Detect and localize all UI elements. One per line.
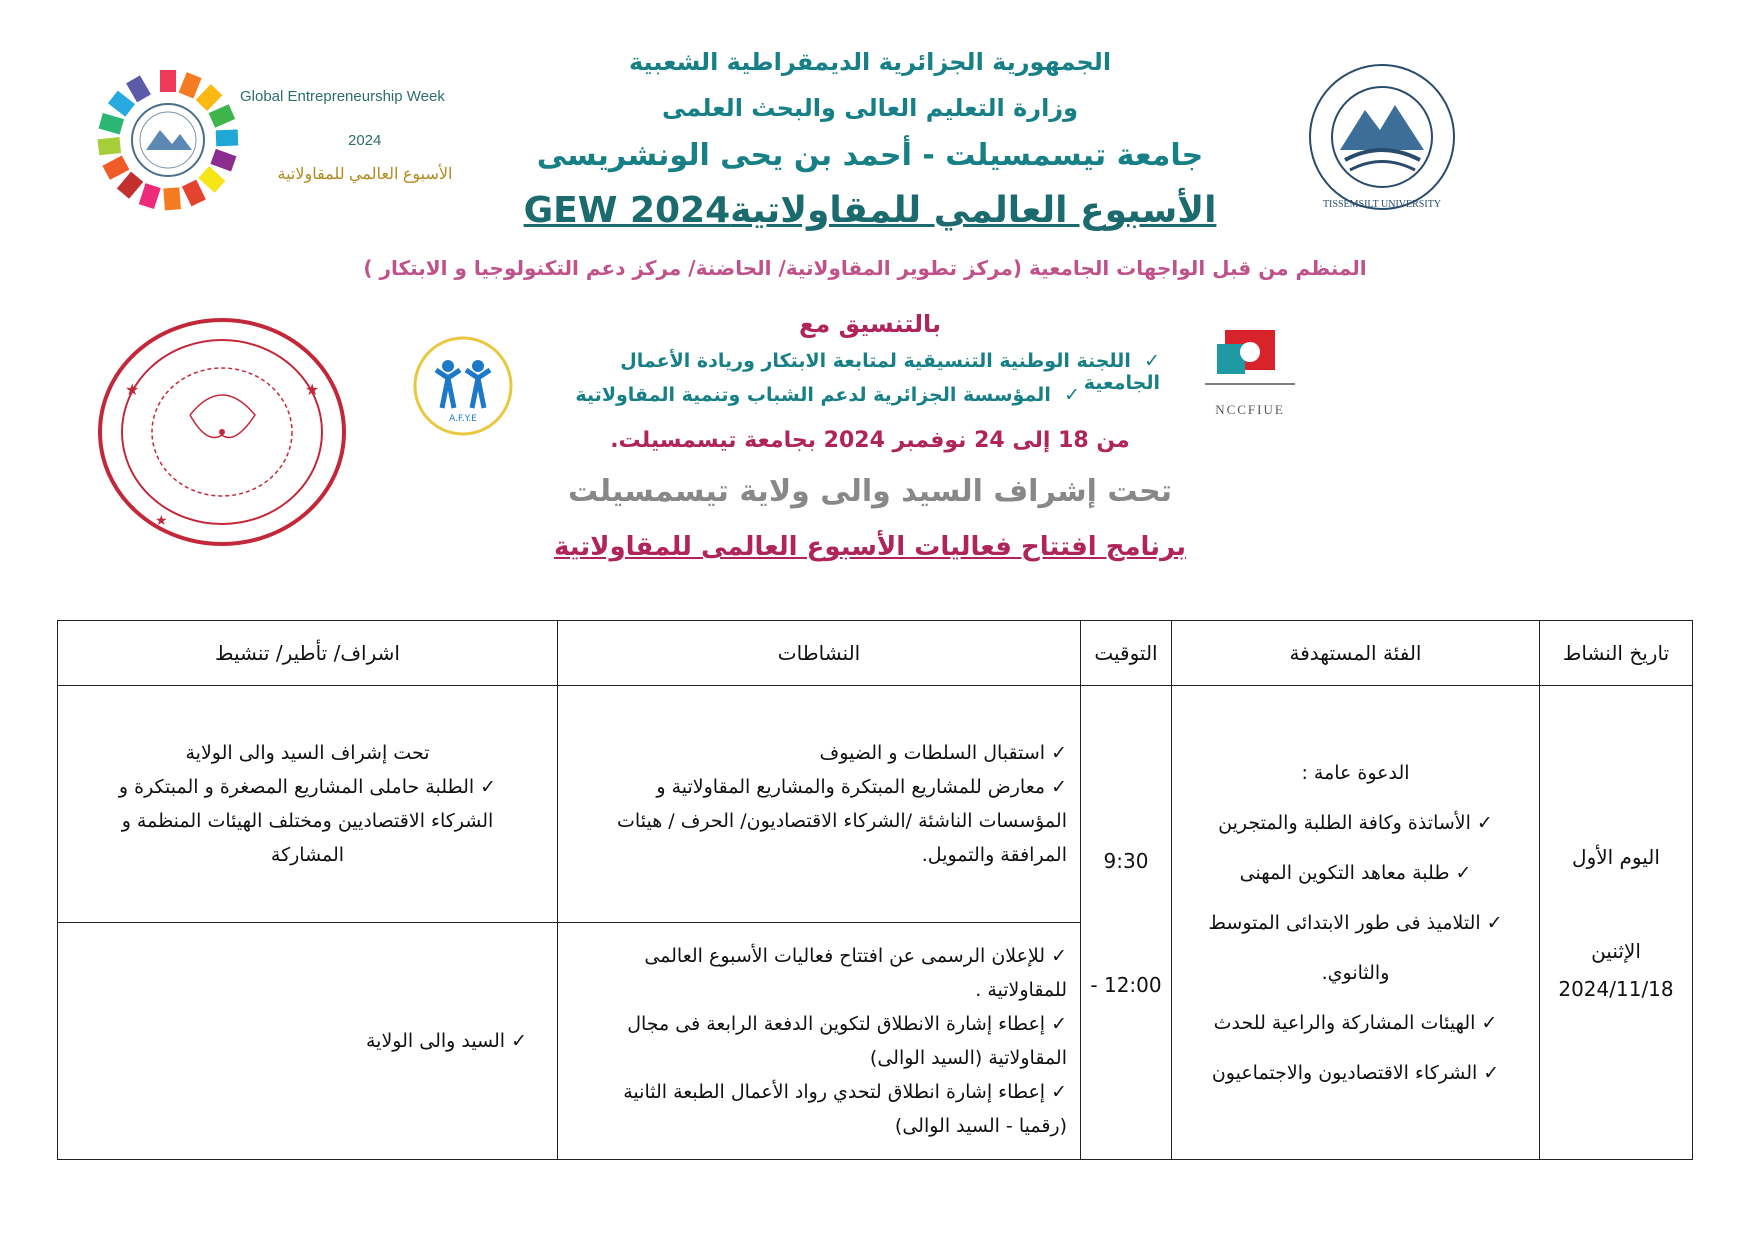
check-icon: ✓	[1050, 384, 1080, 406]
audience-cell	[1172, 686, 1540, 1160]
svg-text:TISSEMSILT UNIVERSITY: TISSEMSILT UNIVERSITY	[1322, 199, 1442, 210]
official-stamp	[95, 315, 350, 550]
gew-year: 2024	[348, 132, 382, 149]
date-value: 2024/11/18	[1558, 976, 1674, 1001]
program-table	[57, 620, 1693, 1160]
audience-intro: الدعوة عامة :	[1301, 761, 1410, 784]
activities-cell-1	[558, 686, 1081, 923]
header-target-audience: الفئة المستهدفة	[1172, 621, 1540, 686]
gew-arabic-title: الأسبوع العالمي للمقاولاتية	[277, 166, 453, 183]
header-time: التوقيت	[1081, 621, 1172, 686]
event-dates: من 18 إلى 24 نوفمبر 2024 بجامعة تيسمسيلت.	[610, 428, 1130, 453]
activity-item: ✓ إعطاء إشارة انطلاق لتحدي رواد الأعمال الطبعة الثانية (رقميا - السيد الوالى)	[599, 1075, 1067, 1143]
supervision-item: ✓ الطلبة حاملى المشاريع المصغرة و المبتكرة و الشركاء الاقتصاديين ومختلف الهيئات المنظمة و المشاركة	[59, 770, 556, 872]
day-label: اليوم الأول	[1572, 844, 1660, 869]
stamp-seal-icon	[95, 315, 350, 550]
header-supervision: اشراف/ تأطير/ تنشيط	[58, 621, 558, 686]
header-ministry: وزارة التعليم العالى والبحث العلمى	[661, 94, 1079, 122]
activities-cell-2	[558, 923, 1081, 1160]
gew-ring-icon	[90, 60, 260, 220]
activity-item: ✓ إعطاء إشارة الانطلاق لتكوين الدفعة الرابعة فى مجال المقاولاتية (السيد الوالى)	[599, 1007, 1067, 1075]
header-activities: النشاطات	[558, 621, 1081, 686]
time-cell	[1081, 686, 1172, 1160]
start-time: 9:30	[1103, 848, 1149, 873]
afye-logo	[408, 336, 518, 436]
program-title: برنامج افتتاح فعاليات الأسبوع العالمى للمقاولاتية	[553, 532, 1187, 562]
supervision-cell-1	[58, 686, 558, 923]
partner-item: ✓ اللجنة الوطنية التنسيقية لمتابعة الابتكار وريادة الأعمال الجامعية	[620, 350, 1160, 394]
audience-item: ✓ الهيئات المشاركة والراعية للحدث	[1173, 998, 1538, 1048]
header-activity-date: تاريخ النشاط	[1540, 621, 1693, 686]
nccfiue-emblem-icon	[1195, 322, 1305, 400]
partner-item: ✓ المؤسسة الجزائرية لدعم الشباب وتنمية المقاولاتية	[575, 384, 1080, 406]
gew-english-title: Global Entrepreneurship Week	[240, 88, 445, 105]
university-emblem-icon	[1300, 55, 1465, 220]
activity-item: ✓ استقبال السلطات و الضيوف	[599, 736, 1067, 770]
weekday-label: الإثنين	[1591, 938, 1641, 963]
event-title: الأسبوع العالمي للمقاولاتيةGEW 2024	[523, 190, 1217, 231]
audience-item: ✓ الشركاء الاقتصاديون والاجتماعيون	[1173, 1048, 1538, 1098]
supervision-cell-2	[58, 923, 558, 1160]
svg-text:★: ★	[305, 380, 320, 399]
patronage-line: تحت إشراف السيد والى ولاية تيسمسيلت	[567, 474, 1172, 509]
activity-item: ✓ معارض للمشاريع المبتكرة والمشاريع المقاولاتية و المؤسسات الناشئة /الشركاء الاقتصاديون/ الحرف / هيئات المرافقة والتمويل.	[599, 770, 1067, 872]
check-icon: ✓	[1130, 350, 1160, 372]
svg-text:★: ★	[125, 380, 140, 399]
table-row	[58, 686, 1693, 923]
end-time: 12:00 -	[1090, 972, 1162, 997]
coordination-label: بالتنسيق مع	[798, 310, 942, 338]
nccfiue-label: NCCFIUE	[1215, 402, 1285, 417]
supervision-title: تحت إشراف السيد والى الولاية	[185, 742, 430, 764]
table-header-row	[58, 621, 1693, 686]
header-university: جامعة تيسمسيلت - أحمد بن يحى الونشريسى	[536, 138, 1204, 173]
audience-item: ✓ طلبة معاهد التكوين المهنى	[1173, 848, 1538, 898]
audience-item: ✓ التلاميذ فى طور الابتدائى المتوسط والثانوي.	[1173, 898, 1538, 998]
activity-item: ✓ للإعلان الرسمى عن افتتاح فعاليات الأسبوع العالمى للمقاولاتية .	[599, 939, 1067, 1007]
gew-logo	[90, 60, 510, 220]
university-logo	[1300, 55, 1465, 220]
organizer-line: المنظم من قبل الواجهات الجامعية (مركز تطوير المقاولاتية/ الحاضنة/ مركز دعم التكنولوجيا و الابتكار )	[363, 256, 1367, 280]
svg-text:★: ★	[155, 513, 168, 529]
afye-label: A.F.Y.E	[449, 414, 477, 424]
supervision-item: ✓ السيد والى الولاية	[59, 1030, 527, 1052]
nccfiue-logo	[1195, 322, 1305, 422]
date-cell	[1540, 686, 1693, 1160]
header-republic: الجمهورية الجزائرية الديمقراطية الشعبية	[628, 48, 1112, 76]
audience-item: ✓ الأساتذة وكافة الطلبة والمتجرين	[1173, 798, 1538, 848]
